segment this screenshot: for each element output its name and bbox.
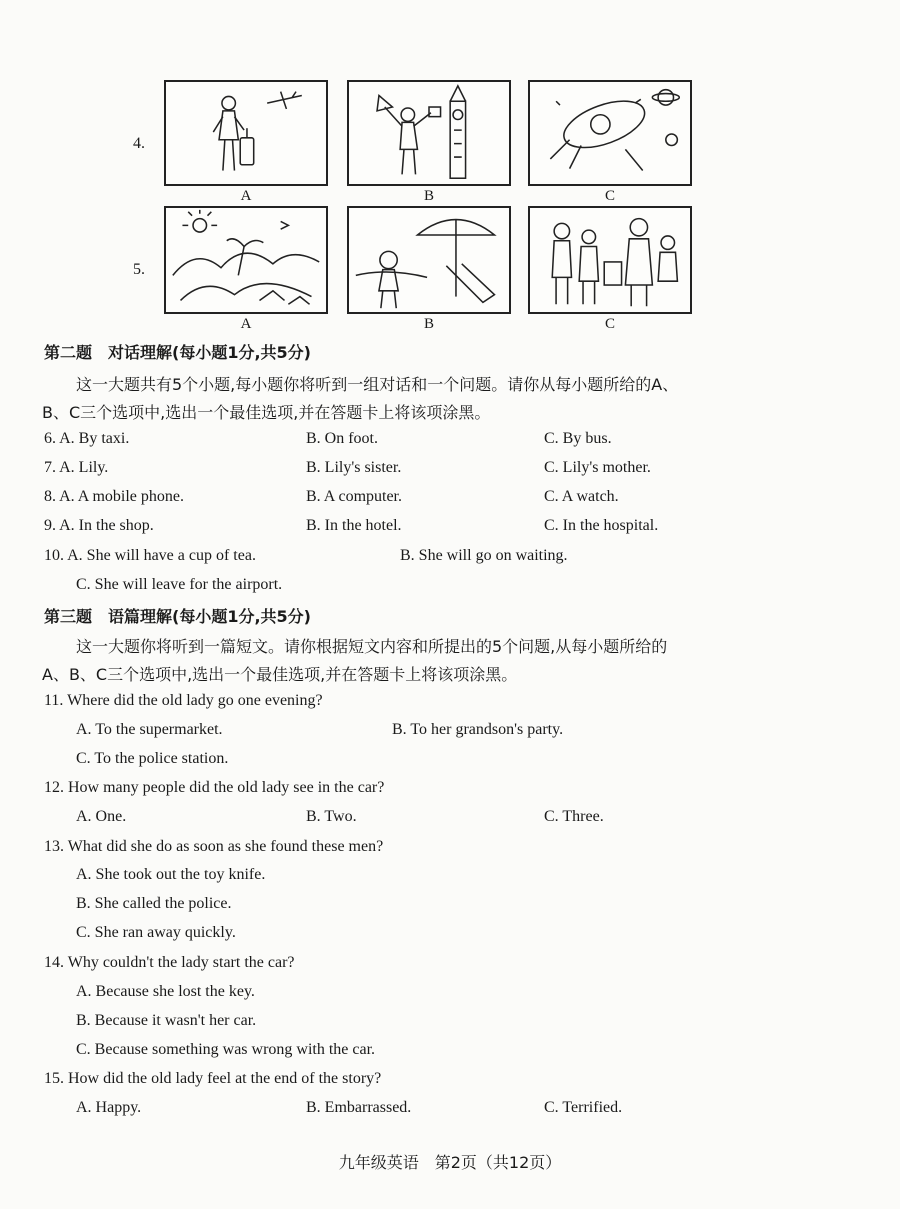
q15-question: 15. How did the old lady feel at the end of the story? (44, 1070, 382, 1087)
q10-option-b[interactable]: B. She will go on waiting. (400, 547, 568, 564)
q4-number: 4. (133, 135, 145, 152)
q13-question: 13. What did she do as soon as she found these men? (44, 838, 384, 855)
q5-picture-b[interactable] (347, 206, 511, 314)
page-footer: 九年级英语 第2页（共12页） (338, 1153, 562, 1172)
flight-attendant-icon (166, 82, 326, 184)
q4-label-b: B (423, 188, 434, 204)
q14-option-b[interactable]: B. Because it wasn't her car. (76, 1012, 257, 1029)
q15-option-a[interactable]: A. Happy. (76, 1099, 142, 1116)
q6-option-b[interactable]: B. On foot. (306, 430, 378, 447)
q4-picture-c[interactable] (528, 80, 692, 186)
q11-option-c[interactable]: C. To the police station. (76, 750, 229, 767)
q7-option-c[interactable]: C. Lily's mother. (544, 459, 651, 476)
q11-option-a[interactable]: A. To the supermarket. (76, 721, 223, 738)
q5-picture-a[interactable] (164, 206, 328, 314)
q6-option-a[interactable]: 6. A. By taxi. (44, 430, 130, 447)
spaceship-icon (530, 82, 690, 184)
q9-option-c[interactable]: C. In the hospital. (544, 517, 659, 534)
q13-option-c[interactable]: C. She ran away quickly. (76, 924, 236, 941)
section3-heading: 第三题 语篇理解(每小题1分,共5分) (44, 607, 311, 626)
q4-label-c: C (604, 188, 615, 204)
q4-label-a: A (240, 188, 252, 204)
q13-option-a[interactable]: A. She took out the toy knife. (76, 866, 266, 883)
q6-option-c[interactable]: C. By bus. (544, 430, 612, 447)
q5-label-b: B (423, 316, 434, 332)
q15-option-c[interactable]: C. Terrified. (544, 1099, 623, 1116)
q4-picture-b[interactable] (347, 80, 511, 186)
q12-question: 12. How many people did the old lady see in the car? (44, 779, 385, 796)
q8-option-a[interactable]: 8. A. A mobile phone. (44, 488, 184, 505)
q8-option-c[interactable]: C. A watch. (544, 488, 619, 505)
q10-option-c[interactable]: C. She will leave for the airport. (76, 576, 283, 593)
family-group-icon (530, 208, 690, 312)
q5-label-c: C (604, 316, 615, 332)
q7-option-b[interactable]: B. Lily's sister. (306, 459, 402, 476)
q11-question: 11. Where did the old lady go one evening? (44, 692, 323, 709)
q12-option-a[interactable]: A. One. (76, 808, 127, 825)
q14-option-c[interactable]: C. Because something was wrong with the car. (76, 1041, 376, 1058)
section2-instruction-2: B、C三个选项中,选出一个最佳选项,并在答题卡上将该项涂黑。 (42, 403, 491, 422)
q9-option-b[interactable]: B. In the hotel. (306, 517, 402, 534)
q10-option-a[interactable]: 10. A. She will have a cup of tea. (44, 547, 256, 564)
q13-option-b[interactable]: B. She called the police. (76, 895, 232, 912)
q12-option-c[interactable]: C. Three. (544, 808, 604, 825)
q9-option-a[interactable]: 9. A. In the shop. (44, 517, 154, 534)
q5-picture-c[interactable] (528, 206, 692, 314)
q7-option-a[interactable]: 7. A. Lily. (44, 459, 109, 476)
q12-option-b[interactable]: B. Two. (306, 808, 357, 825)
section2-instruction-1: 这一大题共有5个小题,每小题你将听到一组对话和一个问题。请你从每小题所给的A、 (76, 375, 679, 394)
tourist-big-ben-icon (349, 82, 509, 184)
q14-option-a[interactable]: A. Because she lost the key. (76, 983, 255, 1000)
q15-option-b[interactable]: B. Embarrassed. (306, 1099, 412, 1116)
q5-label-a: A (240, 316, 252, 332)
q14-question: 14. Why couldn't the lady start the car? (44, 954, 295, 971)
q8-option-b[interactable]: B. A computer. (306, 488, 402, 505)
mountains-landscape-icon (166, 208, 326, 312)
q4-picture-a[interactable] (164, 80, 328, 186)
q11-option-b[interactable]: B. To her grandson's party. (392, 721, 564, 738)
section3-instruction-2: A、B、C三个选项中,选出一个最佳选项,并在答题卡上将该项涂黑。 (42, 665, 518, 684)
q5-number: 5. (133, 261, 145, 278)
beach-umbrella-icon (349, 208, 509, 312)
section2-heading: 第二题 对话理解(每小题1分,共5分) (44, 343, 311, 362)
section3-instruction-1: 这一大题你将听到一篇短文。请你根据短文内容和所提出的5个问题,从每小题所给的 (76, 637, 668, 656)
